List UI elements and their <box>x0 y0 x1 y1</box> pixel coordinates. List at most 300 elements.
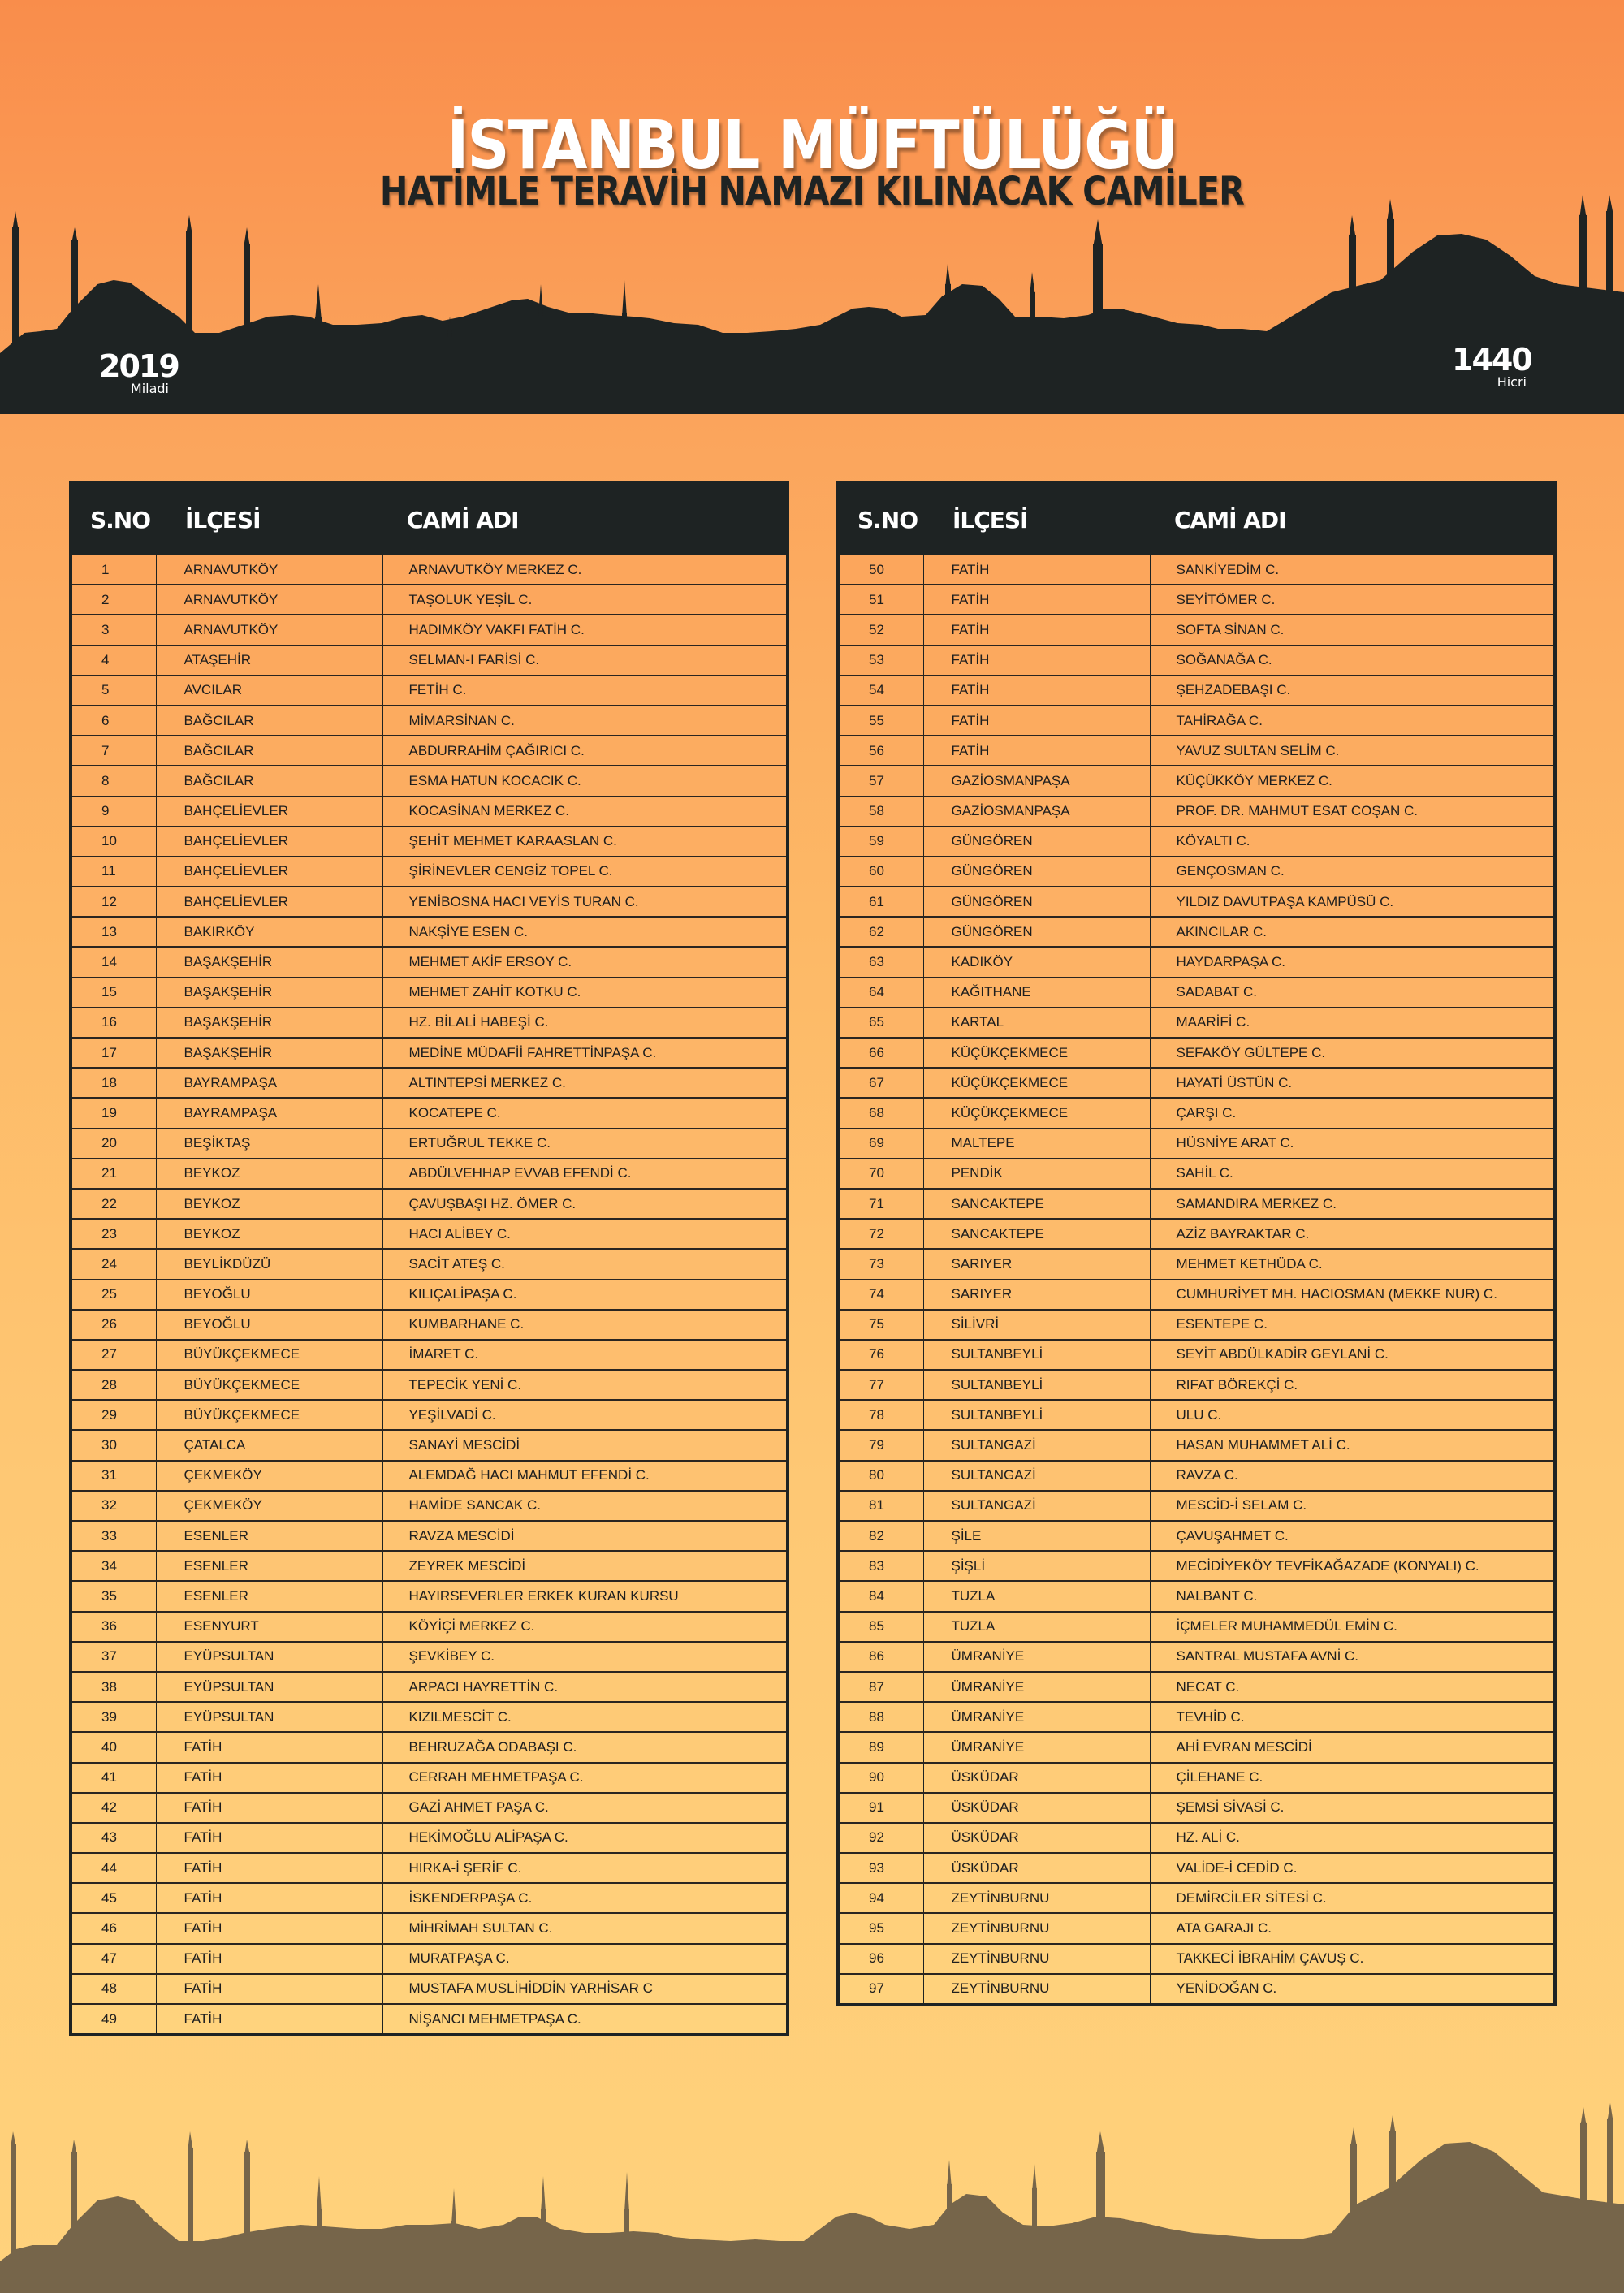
row-mosque-name: MEHMET AKİF ERSOY C. <box>382 947 788 977</box>
row-district: BÜYÜKÇEKMECE <box>156 1340 382 1370</box>
row-district: SULTANGAZİ <box>923 1491 1150 1521</box>
table-row <box>71 1461 788 1491</box>
row-district: BEYOĞLU <box>156 1280 382 1310</box>
row-number: 42 <box>71 1793 156 1823</box>
column-header-mosque: CAMİ ADI <box>382 483 788 555</box>
table-row <box>71 585 788 615</box>
row-district: ARNAVUTKÖY <box>156 615 382 645</box>
table-row <box>71 1068 788 1098</box>
table-row <box>71 1732 788 1762</box>
table-row <box>838 1461 1555 1491</box>
row-number: 41 <box>71 1763 156 1793</box>
row-number: 10 <box>71 827 156 857</box>
row-district: ÇEKMEKÖY <box>156 1461 382 1491</box>
row-number: 18 <box>71 1068 156 1098</box>
row-district: BAĞCILAR <box>156 706 382 736</box>
row-district: ESENLER <box>156 1551 382 1581</box>
table-row <box>838 736 1555 766</box>
row-district: BAKIRKÖY <box>156 917 382 947</box>
row-district: SANCAKTEPE <box>923 1189 1150 1219</box>
hijri-label: Hicri <box>1497 374 1527 390</box>
row-mosque-name: ŞEHZADEBAŞI C. <box>1150 676 1555 706</box>
row-mosque-name: NALBANT C. <box>1150 1581 1555 1611</box>
row-mosque-name: KÜÇÜKKÖY MERKEZ C. <box>1150 766 1555 796</box>
row-district: ARNAVUTKÖY <box>156 555 382 585</box>
row-mosque-name: KÖYALTI C. <box>1150 827 1555 857</box>
row-district: FATİH <box>156 2004 382 2035</box>
row-number: 80 <box>838 1461 923 1491</box>
row-number: 61 <box>838 887 923 917</box>
row-number: 34 <box>71 1551 156 1581</box>
row-district: BAŞAKŞEHİR <box>156 1008 382 1038</box>
row-number: 12 <box>71 887 156 917</box>
row-district: BEYLİKDÜZÜ <box>156 1249 382 1279</box>
row-number: 55 <box>838 706 923 736</box>
row-district: GÜNGÖREN <box>923 917 1150 947</box>
row-mosque-name: ALEMDAĞ HACI MAHMUT EFENDİ C. <box>382 1461 788 1491</box>
row-mosque-name: ALTINTEPSİ MERKEZ C. <box>382 1068 788 1098</box>
table-row <box>71 1491 788 1521</box>
row-mosque-name: ÇAVUŞAHMET C. <box>1150 1521 1555 1551</box>
row-district: ARNAVUTKÖY <box>156 585 382 615</box>
row-district: FATİH <box>923 615 1150 645</box>
row-number: 85 <box>838 1612 923 1642</box>
row-district: BEYKOZ <box>156 1159 382 1189</box>
table-row <box>838 1219 1555 1249</box>
row-mosque-name: ŞEMSİ SİVASİ C. <box>1150 1793 1555 1823</box>
row-district: FATİH <box>923 676 1150 706</box>
row-number: 68 <box>838 1098 923 1128</box>
row-district: GÜNGÖREN <box>923 887 1150 917</box>
row-mosque-name: ÇARŞI C. <box>1150 1098 1555 1128</box>
row-district: ZEYTİNBURNU <box>923 1974 1150 2005</box>
row-mosque-name: FETİH C. <box>382 676 788 706</box>
table-row <box>838 1944 1555 1974</box>
row-district: KÜÇÜKÇEKMECE <box>923 1098 1150 1128</box>
row-mosque-name: BEHRUZAĞA ODABAŞI C. <box>382 1732 788 1762</box>
table-row <box>71 1189 788 1219</box>
table-row <box>71 1672 788 1702</box>
row-mosque-name: PROF. DR. MAHMUT ESAT COŞAN C. <box>1150 797 1555 827</box>
table-row <box>71 2004 788 2035</box>
row-district: BAŞAKŞEHİR <box>156 1038 382 1068</box>
row-district: BAĞCILAR <box>156 766 382 796</box>
row-district: BÜYÜKÇEKMECE <box>156 1400 382 1430</box>
row-district: ŞİŞLİ <box>923 1551 1150 1581</box>
row-mosque-name: HZ. BİLALİ HABEŞİ C. <box>382 1008 788 1038</box>
row-mosque-name: HÜSNİYE ARAT C. <box>1150 1129 1555 1159</box>
table-row <box>838 1491 1555 1521</box>
row-district: EYÜPSULTAN <box>156 1702 382 1732</box>
row-number: 73 <box>838 1249 923 1279</box>
table-row <box>71 676 788 706</box>
row-mosque-name: ERTUĞRUL TEKKE C. <box>382 1129 788 1159</box>
table-row <box>838 1249 1555 1279</box>
row-district: ŞİLE <box>923 1521 1150 1551</box>
row-number: 25 <box>71 1280 156 1310</box>
row-number: 81 <box>838 1491 923 1521</box>
row-district: ÜSKÜDAR <box>923 1853 1150 1883</box>
table-row <box>838 555 1555 585</box>
table-row <box>838 797 1555 827</box>
table-row <box>838 1098 1555 1128</box>
table-row <box>71 1974 788 2004</box>
row-mosque-name: GAZİ AHMET PAŞA C. <box>382 1793 788 1823</box>
column-header-district: İLÇESİ <box>923 483 1150 555</box>
table-row <box>71 1883 788 1913</box>
row-number: 57 <box>838 766 923 796</box>
row-mosque-name: ŞİRİNEVLER CENGİZ TOPEL C. <box>382 857 788 887</box>
table-row <box>71 857 788 887</box>
table-row <box>838 1340 1555 1370</box>
row-mosque-name: SAMANDIRA MERKEZ C. <box>1150 1189 1555 1219</box>
row-mosque-name: DEMİRCİLER SİTESİ C. <box>1150 1883 1555 1913</box>
table-row <box>838 1763 1555 1793</box>
row-mosque-name: CUMHURİYET MH. HACIOSMAN (MEKKE NUR) C. <box>1150 1280 1555 1310</box>
row-number: 77 <box>838 1370 923 1400</box>
table-row <box>71 706 788 736</box>
table-row <box>838 1129 1555 1159</box>
row-district: FATİH <box>923 706 1150 736</box>
bottom-skyline-illustration <box>0 2095 1624 2293</box>
row-number: 92 <box>838 1823 923 1853</box>
row-district: KADIKÖY <box>923 947 1150 977</box>
row-mosque-name: KÖYİÇİ MERKEZ C. <box>382 1612 788 1642</box>
row-number: 3 <box>71 615 156 645</box>
row-number: 95 <box>838 1913 923 1943</box>
gregorian-label: Miladi <box>130 381 169 396</box>
row-district: ÜMRANİYE <box>923 1732 1150 1762</box>
table-row <box>71 615 788 645</box>
row-number: 52 <box>838 615 923 645</box>
row-number: 88 <box>838 1702 923 1732</box>
row-district: FATİH <box>156 1913 382 1943</box>
row-number: 8 <box>71 766 156 796</box>
row-mosque-name: MEHMET KETHÜDA C. <box>1150 1249 1555 1279</box>
mosque-table-left <box>69 481 789 2036</box>
page-title: İSTANBUL MÜFTÜLÜĞÜ <box>447 107 1177 184</box>
table-row <box>71 1913 788 1943</box>
table-row <box>838 1068 1555 1098</box>
table-row <box>71 1521 788 1551</box>
row-district: FATİH <box>156 1763 382 1793</box>
row-district: GÜNGÖREN <box>923 857 1150 887</box>
table-row <box>838 1430 1555 1460</box>
row-number: 38 <box>71 1672 156 1702</box>
row-number: 30 <box>71 1430 156 1460</box>
row-mosque-name: ARPACI HAYRETTİN C. <box>382 1672 788 1702</box>
row-number: 78 <box>838 1400 923 1430</box>
row-district: FATİH <box>156 1732 382 1762</box>
row-number: 14 <box>71 947 156 977</box>
row-mosque-name: KOCASİNAN MERKEZ C. <box>382 797 788 827</box>
hijri-year-badge <box>1452 342 1531 390</box>
row-number: 82 <box>838 1521 923 1551</box>
row-mosque-name: HAYDARPAŞA C. <box>1150 947 1555 977</box>
row-number: 44 <box>71 1853 156 1883</box>
row-mosque-name: SOFTA SİNAN C. <box>1150 615 1555 645</box>
table-row <box>71 1430 788 1460</box>
row-district: ZEYTİNBURNU <box>923 1913 1150 1943</box>
row-number: 71 <box>838 1189 923 1219</box>
row-number: 54 <box>838 676 923 706</box>
row-district: EYÜPSULTAN <box>156 1672 382 1702</box>
row-number: 49 <box>71 2004 156 2035</box>
row-district: FATİH <box>923 736 1150 766</box>
row-number: 5 <box>71 676 156 706</box>
table-row <box>71 1098 788 1128</box>
row-district: BÜYÜKÇEKMECE <box>156 1370 382 1400</box>
table-row <box>71 1763 788 1793</box>
row-mosque-name: SANTRAL MUSTAFA AVNİ C. <box>1150 1642 1555 1672</box>
row-mosque-name: MİMARSİNAN C. <box>382 706 788 736</box>
row-mosque-name: ATA GARAJI C. <box>1150 1913 1555 1943</box>
row-mosque-name: SOĞANAĞA C. <box>1150 646 1555 676</box>
row-district: KAĞITHANE <box>923 978 1150 1008</box>
row-mosque-name: KOCATEPE C. <box>382 1098 788 1128</box>
table-row <box>71 1400 788 1430</box>
row-district: GAZİOSMANPAŞA <box>923 766 1150 796</box>
row-district: BAHÇELİEVLER <box>156 857 382 887</box>
row-district: ZEYTİNBURNU <box>923 1883 1150 1913</box>
row-number: 72 <box>838 1219 923 1249</box>
row-number: 67 <box>838 1068 923 1098</box>
row-mosque-name: SELMAN-I FARİSİ C. <box>382 646 788 676</box>
row-mosque-name: YILDIZ DAVUTPAŞA KAMPÜSÜ C. <box>1150 887 1555 917</box>
row-number: 43 <box>71 1823 156 1853</box>
row-number: 2 <box>71 585 156 615</box>
row-district: ESENYURT <box>156 1612 382 1642</box>
table-row <box>838 1642 1555 1672</box>
table-row <box>71 766 788 796</box>
table-row <box>838 1038 1555 1068</box>
row-number: 31 <box>71 1461 156 1491</box>
row-number: 84 <box>838 1581 923 1611</box>
row-district: BAHÇELİEVLER <box>156 887 382 917</box>
row-number: 15 <box>71 978 156 1008</box>
table-row <box>71 646 788 676</box>
row-district: FATİH <box>923 555 1150 585</box>
table-row <box>71 1219 788 1249</box>
row-number: 89 <box>838 1732 923 1762</box>
row-district: FATİH <box>156 1944 382 1974</box>
row-district: ÜMRANİYE <box>923 1642 1150 1672</box>
table-row <box>71 1642 788 1672</box>
table-row <box>71 555 788 585</box>
row-mosque-name: MURATPAŞA C. <box>382 1944 788 1974</box>
row-number: 11 <box>71 857 156 887</box>
row-mosque-name: VALİDE-İ CEDİD C. <box>1150 1853 1555 1883</box>
table-row <box>71 1370 788 1400</box>
table-row <box>838 646 1555 676</box>
row-district: ÇEKMEKÖY <box>156 1491 382 1521</box>
table-row <box>71 736 788 766</box>
table-row <box>838 827 1555 857</box>
table-row <box>838 1702 1555 1732</box>
row-mosque-name: HASAN MUHAMMET ALİ C. <box>1150 1430 1555 1460</box>
row-number: 76 <box>838 1340 923 1370</box>
table-row <box>838 766 1555 796</box>
row-mosque-name: NECAT C. <box>1150 1672 1555 1702</box>
row-district: TUZLA <box>923 1612 1150 1642</box>
table-row <box>838 1612 1555 1642</box>
row-number: 17 <box>71 1038 156 1068</box>
table-row <box>838 1883 1555 1913</box>
row-district: FATİH <box>156 1853 382 1883</box>
row-mosque-name: ESMA HATUN KOCACIK C. <box>382 766 788 796</box>
table-row <box>838 1581 1555 1611</box>
table-row <box>71 1340 788 1370</box>
column-header-sno: S.NO <box>71 483 156 555</box>
row-number: 6 <box>71 706 156 736</box>
column-header-sno: S.NO <box>838 483 923 555</box>
row-number: 24 <box>71 1249 156 1279</box>
gregorian-year: 2019 <box>99 348 179 384</box>
row-number: 74 <box>838 1280 923 1310</box>
row-mosque-name: HACI ALİBEY C. <box>382 1219 788 1249</box>
table-row <box>838 1913 1555 1943</box>
table-row <box>71 1249 788 1279</box>
row-number: 27 <box>71 1340 156 1370</box>
row-mosque-name: HAYATİ ÜSTÜN C. <box>1150 1068 1555 1098</box>
row-district: BEYKOZ <box>156 1219 382 1249</box>
row-district: SARIYER <box>923 1249 1150 1279</box>
row-mosque-name: SACİT ATEŞ C. <box>382 1249 788 1279</box>
hijri-year: 1440 <box>1452 342 1531 378</box>
table-row <box>71 978 788 1008</box>
mosque-skyline-icon <box>0 195 1624 414</box>
row-district: ESENLER <box>156 1521 382 1551</box>
row-mosque-name: AKINCILAR C. <box>1150 917 1555 947</box>
row-mosque-name: AHİ EVRAN MESCİDİ <box>1150 1732 1555 1762</box>
row-mosque-name: SANKİYEDİM C. <box>1150 555 1555 585</box>
row-number: 35 <box>71 1581 156 1611</box>
row-number: 50 <box>838 555 923 585</box>
row-mosque-name: HEKİMOĞLU ALİPAŞA C. <box>382 1823 788 1853</box>
row-number: 96 <box>838 1944 923 1974</box>
row-mosque-name: ZEYREK MESCİDİ <box>382 1551 788 1581</box>
row-number: 90 <box>838 1763 923 1793</box>
row-district: BAŞAKŞEHİR <box>156 947 382 977</box>
row-number: 97 <box>838 1974 923 2005</box>
row-mosque-name: HADIMKÖY VAKFI FATİH C. <box>382 615 788 645</box>
row-district: KÜÇÜKÇEKMECE <box>923 1068 1150 1098</box>
row-number: 66 <box>838 1038 923 1068</box>
table-row <box>838 917 1555 947</box>
row-number: 53 <box>838 646 923 676</box>
row-number: 37 <box>71 1642 156 1672</box>
row-district: SULTANBEYLİ <box>923 1340 1150 1370</box>
table-row <box>838 1008 1555 1038</box>
row-number: 19 <box>71 1098 156 1128</box>
row-mosque-name: TAKKECİ İBRAHİM ÇAVUŞ C. <box>1150 1944 1555 1974</box>
row-mosque-name: KILIÇALİPAŞA C. <box>382 1280 788 1310</box>
table-row <box>838 1159 1555 1189</box>
row-mosque-name: AZİZ BAYRAKTAR C. <box>1150 1219 1555 1249</box>
row-number: 69 <box>838 1129 923 1159</box>
row-mosque-name: CERRAH MEHMETPAŞA C. <box>382 1763 788 1793</box>
row-number: 51 <box>838 585 923 615</box>
table-row <box>838 947 1555 977</box>
row-number: 9 <box>71 797 156 827</box>
row-district: TUZLA <box>923 1581 1150 1611</box>
row-mosque-name: KIZILMESCİT C. <box>382 1702 788 1732</box>
row-mosque-name: TAŞOLUK YEŞİL C. <box>382 585 788 615</box>
table-row <box>71 1159 788 1189</box>
mosque-skyline-icon <box>0 2103 1624 2293</box>
row-mosque-name: TAHİRAĞA C. <box>1150 706 1555 736</box>
table-row <box>838 1280 1555 1310</box>
row-district: BAŞAKŞEHİR <box>156 978 382 1008</box>
row-number: 63 <box>838 947 923 977</box>
row-district: KÜÇÜKÇEKMECE <box>923 1038 1150 1068</box>
row-mosque-name: MAARİFİ C. <box>1150 1008 1555 1038</box>
row-number: 16 <box>71 1008 156 1038</box>
row-district: FATİH <box>156 1974 382 2004</box>
mosque-table-right <box>836 481 1557 2006</box>
row-number: 65 <box>838 1008 923 1038</box>
row-mosque-name: RIFAT BÖREKÇİ C. <box>1150 1370 1555 1400</box>
table-row <box>71 1129 788 1159</box>
table-row <box>838 1823 1555 1853</box>
row-district: SULTANGAZİ <box>923 1430 1150 1460</box>
row-number: 60 <box>838 857 923 887</box>
row-number: 94 <box>838 1883 923 1913</box>
row-number: 83 <box>838 1551 923 1581</box>
table-row <box>838 615 1555 645</box>
table-row <box>71 1823 788 1853</box>
row-mosque-name: İÇMELER MUHAMMEDÜL EMİN C. <box>1150 1612 1555 1642</box>
table-body-right <box>838 555 1555 2006</box>
row-district: SULTANBEYLİ <box>923 1370 1150 1400</box>
row-mosque-name: NAKŞİYE ESEN C. <box>382 917 788 947</box>
top-skyline-illustration <box>0 195 1624 414</box>
row-number: 26 <box>71 1310 156 1340</box>
row-number: 56 <box>838 736 923 766</box>
row-district: BEYKOZ <box>156 1189 382 1219</box>
row-mosque-name: NİŞANCI MEHMETPAŞA C. <box>382 2004 788 2035</box>
row-number: 93 <box>838 1853 923 1883</box>
row-mosque-name: YENİDOĞAN C. <box>1150 1974 1555 2005</box>
page-subtitle: HATİMLE TERAVİH NAMAZI KILINACAK CAMİLER <box>379 169 1245 214</box>
row-mosque-name: YEŞİLVADİ C. <box>382 1400 788 1430</box>
column-header-district: İLÇESİ <box>156 483 382 555</box>
row-mosque-name: SEYİT ABDÜLKADİR GEYLANİ C. <box>1150 1340 1555 1370</box>
row-number: 48 <box>71 1974 156 2004</box>
gregorian-year-badge <box>99 348 179 396</box>
table-row <box>838 1672 1555 1702</box>
row-number: 28 <box>71 1370 156 1400</box>
row-district: AVCILAR <box>156 676 382 706</box>
row-mosque-name: MEHMET ZAHİT KOTKU C. <box>382 978 788 1008</box>
row-number: 36 <box>71 1612 156 1642</box>
row-district: SULTANBEYLİ <box>923 1400 1150 1430</box>
row-number: 47 <box>71 1944 156 1974</box>
row-mosque-name: İSKENDERPAŞA C. <box>382 1883 788 1913</box>
row-district: GAZİOSMANPAŞA <box>923 797 1150 827</box>
row-district: ÜSKÜDAR <box>923 1763 1150 1793</box>
row-district: FATİH <box>923 646 1150 676</box>
row-mosque-name: SEFAKÖY GÜLTEPE C. <box>1150 1038 1555 1068</box>
table-row <box>838 1793 1555 1823</box>
table-row <box>838 1189 1555 1219</box>
row-mosque-name: ŞEVKİBEY C. <box>382 1642 788 1672</box>
table-row <box>71 887 788 917</box>
row-number: 20 <box>71 1129 156 1159</box>
table-header-row <box>71 483 788 555</box>
table-row <box>71 1612 788 1642</box>
row-mosque-name: YAVUZ SULTAN SELİM C. <box>1150 736 1555 766</box>
